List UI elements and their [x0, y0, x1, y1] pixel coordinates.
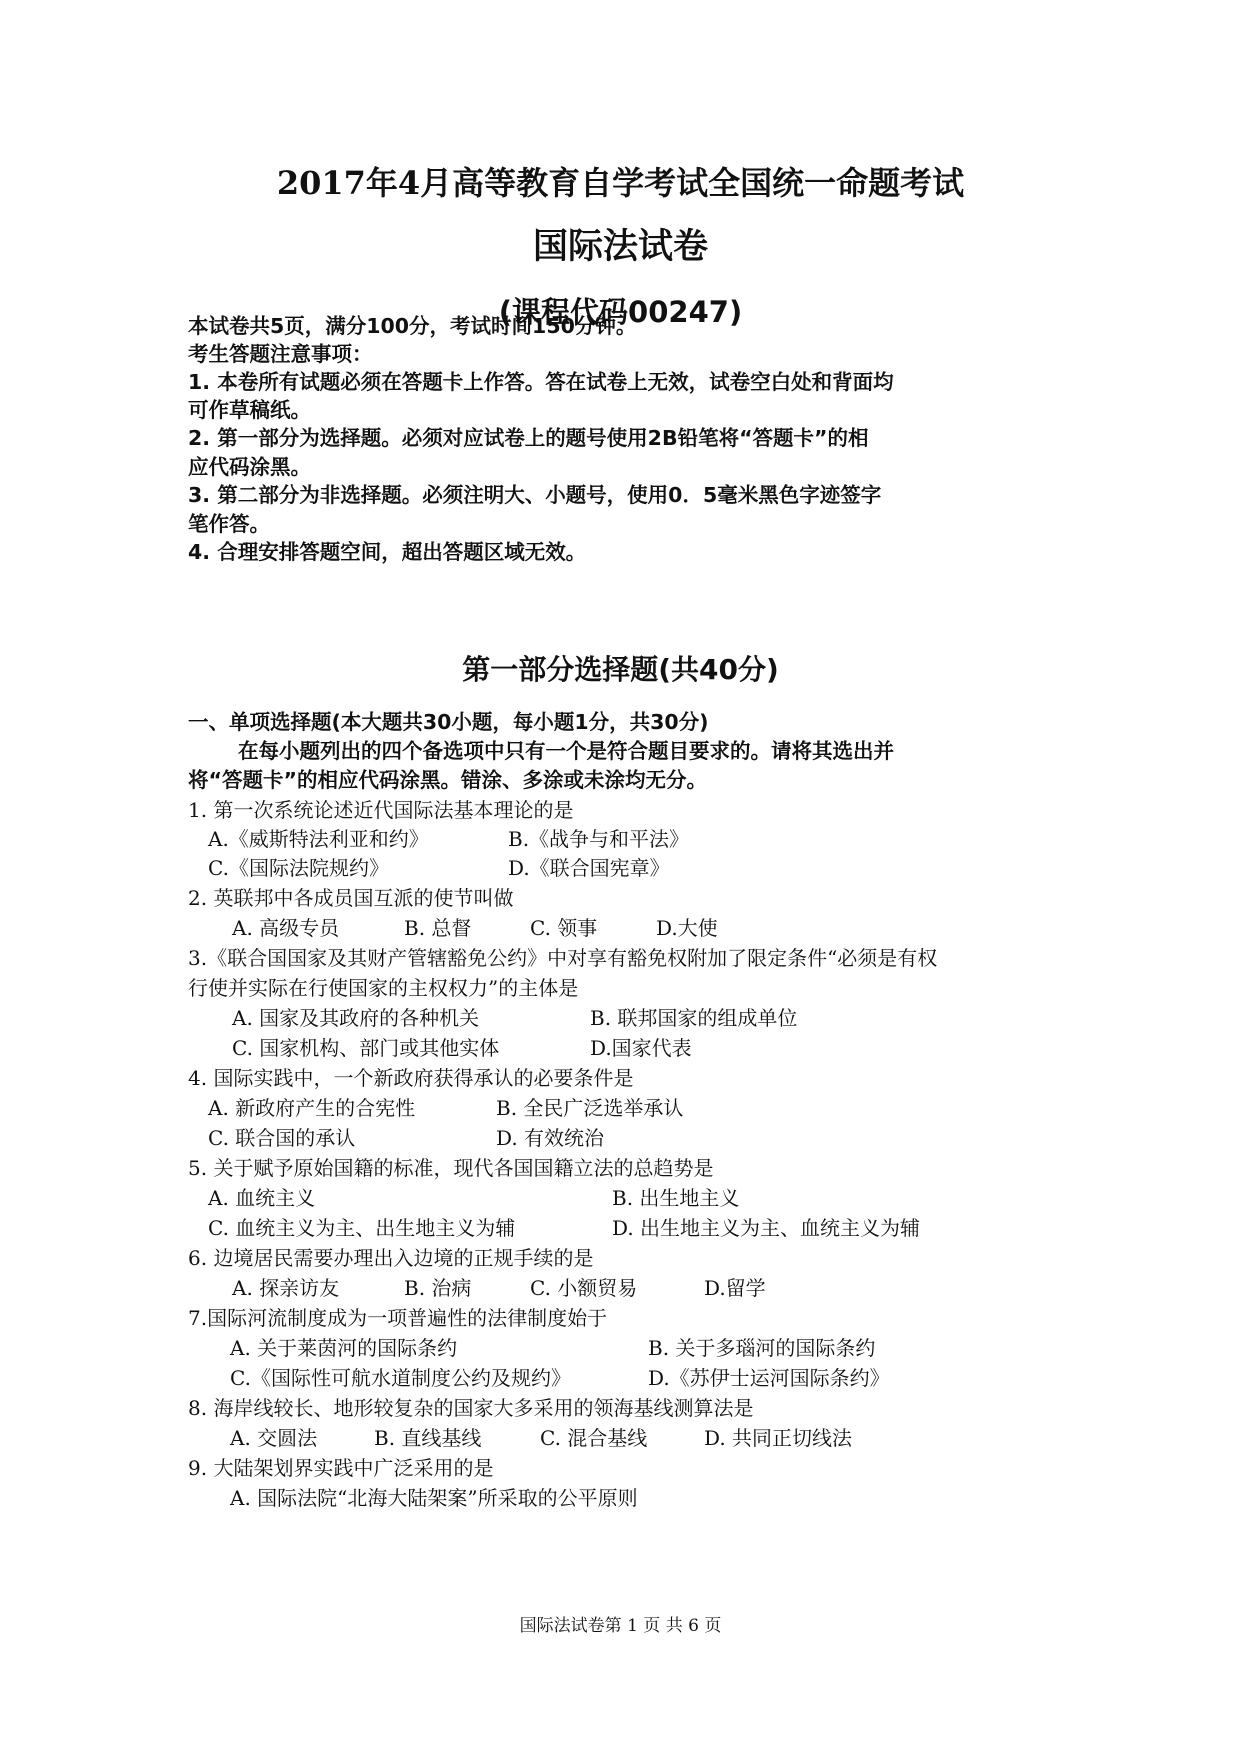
notes-heading: 考生答题注意事项：: [188, 342, 373, 366]
question-2-option-a: A. 高级专员: [232, 916, 340, 940]
question-7-option-b: B. 关于多瑙河的国际条约: [648, 1336, 876, 1360]
question-8-option-b: B. 直线基线: [374, 1426, 482, 1450]
question-3-option-a: A. 国家及其政府的各种机关: [232, 1006, 480, 1030]
question-1-option-a: A.《威斯特法利亚和约》: [208, 827, 429, 851]
question-4-option-c: C. 联合国的承认: [208, 1126, 356, 1150]
question-7-option-d: D.《苏伊士运河国际条约》: [648, 1366, 890, 1390]
question-4-option-a: A. 新政府产生的合宪性: [208, 1096, 416, 1120]
question-6-option-b: B. 治病: [404, 1276, 472, 1300]
note-3-line-2: 笔作答。: [188, 512, 270, 536]
question-4-stem: 4. 国际实践中，一个新政府获得承认的必要条件是: [188, 1066, 634, 1090]
part1-title: 第一部分选择题(共40分): [462, 653, 779, 686]
exam-title: 2017年4月高等教育自学考试全国统一命题考试: [276, 164, 965, 202]
question-3-option-b: B. 联邦国家的组成单位: [590, 1006, 798, 1030]
note-3-line-1: 3. 第二部分为非选择题。必须注明大、小题号，使用0．5毫米黑色字迹签字: [188, 483, 882, 507]
question-3-stem-line-2: 行使并实际在行使国家的主权权力”的主体是: [188, 976, 579, 1000]
question-9-stem: 9. 大陆架划界实践中广泛采用的是: [188, 1456, 494, 1480]
question-2-option-b: B. 总督: [404, 916, 472, 940]
question-7-option-a: A. 关于莱茵河的国际条约: [230, 1336, 458, 1360]
question-6-stem: 6. 边境居民需要办理出入边境的正规手续的是: [188, 1246, 594, 1270]
question-3-stem-line-1: 3.《联合国国家及其财产管辖豁免公约》中对享有豁免权附加了限定条件“必须是有权: [188, 946, 938, 970]
question-5-option-a: A. 血统主义: [208, 1186, 316, 1210]
subject-title: 国际法试卷: [532, 227, 708, 267]
question-1-stem: 1. 第一次系统论述近代国际法基本理论的是: [188, 798, 574, 822]
question-1-option-d: D.《联合国宪章》: [508, 856, 670, 880]
question-9-option-a: A. 国际法院“北海大陆架案”所采取的公平原则: [230, 1486, 638, 1510]
notes-intro: 本试卷共5页，满分100分，考试时间150分钟。: [188, 314, 637, 338]
question-3-option-c: C. 国家机构、部门或其他实体: [232, 1036, 500, 1060]
note-1-line-2: 可作草稿纸。: [188, 398, 311, 422]
question-1-option-b: B.《战争与和平法》: [508, 827, 690, 851]
question-6-option-d: D.留学: [704, 1276, 766, 1300]
question-4-option-b: B. 全民广泛选举承认: [496, 1096, 684, 1120]
note-4: 4. 合理安排答题空间，超出答题区域无效。: [188, 540, 587, 564]
section-instruction-line-2: 将“答题卡”的相应代码涂黑。错涂、多涂或未涂均无分。: [188, 768, 707, 792]
question-7-stem: 7.国际河流制度成为一项普遍性的法律制度始于: [188, 1306, 608, 1330]
question-8-option-d: D. 共同正切线法: [704, 1426, 853, 1450]
note-1-line-1: 1. 本卷所有试题必须在答题卡上作答。答在试卷上无效，试卷空白处和背面均: [188, 370, 894, 394]
question-5-stem: 5. 关于赋予原始国籍的标准，现代各国国籍立法的总趋势是: [188, 1156, 714, 1180]
question-8-option-c: C. 混合基线: [540, 1426, 648, 1450]
course-code: (课程代码00247): [498, 295, 743, 329]
section-instruction-line-1: 在每小题列出的四个备选项中只有一个是符合题目要求的。请将其选出并: [238, 739, 894, 763]
question-5-option-c: C. 血统主义为主、出生地主义为辅: [208, 1216, 516, 1240]
question-2-option-c: C. 领事: [530, 916, 598, 940]
question-5-option-b: B. 出生地主义: [612, 1186, 740, 1210]
page-footer: 国际法试卷第 1 页 共 6 页: [519, 1616, 722, 1636]
question-8-stem: 8. 海岸线较长、地形较复杂的国家大多采用的领海基线测算法是: [188, 1396, 754, 1420]
question-2-stem: 2. 英联邦中各成员国互派的使节叫做: [188, 886, 514, 910]
question-5-option-d: D. 出生地主义为主、血统主义为辅: [612, 1216, 921, 1240]
note-2-line-1: 2. 第一部分为选择题。必须对应试卷上的题号使用2B铅笔将“答题卡”的相: [188, 426, 869, 450]
question-8-option-a: A. 交圆法: [230, 1426, 318, 1450]
question-1-option-c: C.《国际法院规约》: [208, 856, 389, 880]
question-3-option-d: D.国家代表: [590, 1036, 692, 1060]
question-6-option-a: A. 探亲访友: [232, 1276, 340, 1300]
section-heading: 一、单项选择题(本大题共30小题，每小题1分，共30分): [188, 710, 709, 734]
question-6-option-c: C. 小额贸易: [530, 1276, 638, 1300]
note-2-line-2: 应代码涂黑。: [188, 455, 311, 479]
question-4-option-d: D. 有效统治: [496, 1126, 605, 1150]
question-7-option-c: C.《国际性可航水道制度公约及规约》: [230, 1366, 571, 1390]
question-2-option-d: D.大使: [656, 916, 718, 940]
